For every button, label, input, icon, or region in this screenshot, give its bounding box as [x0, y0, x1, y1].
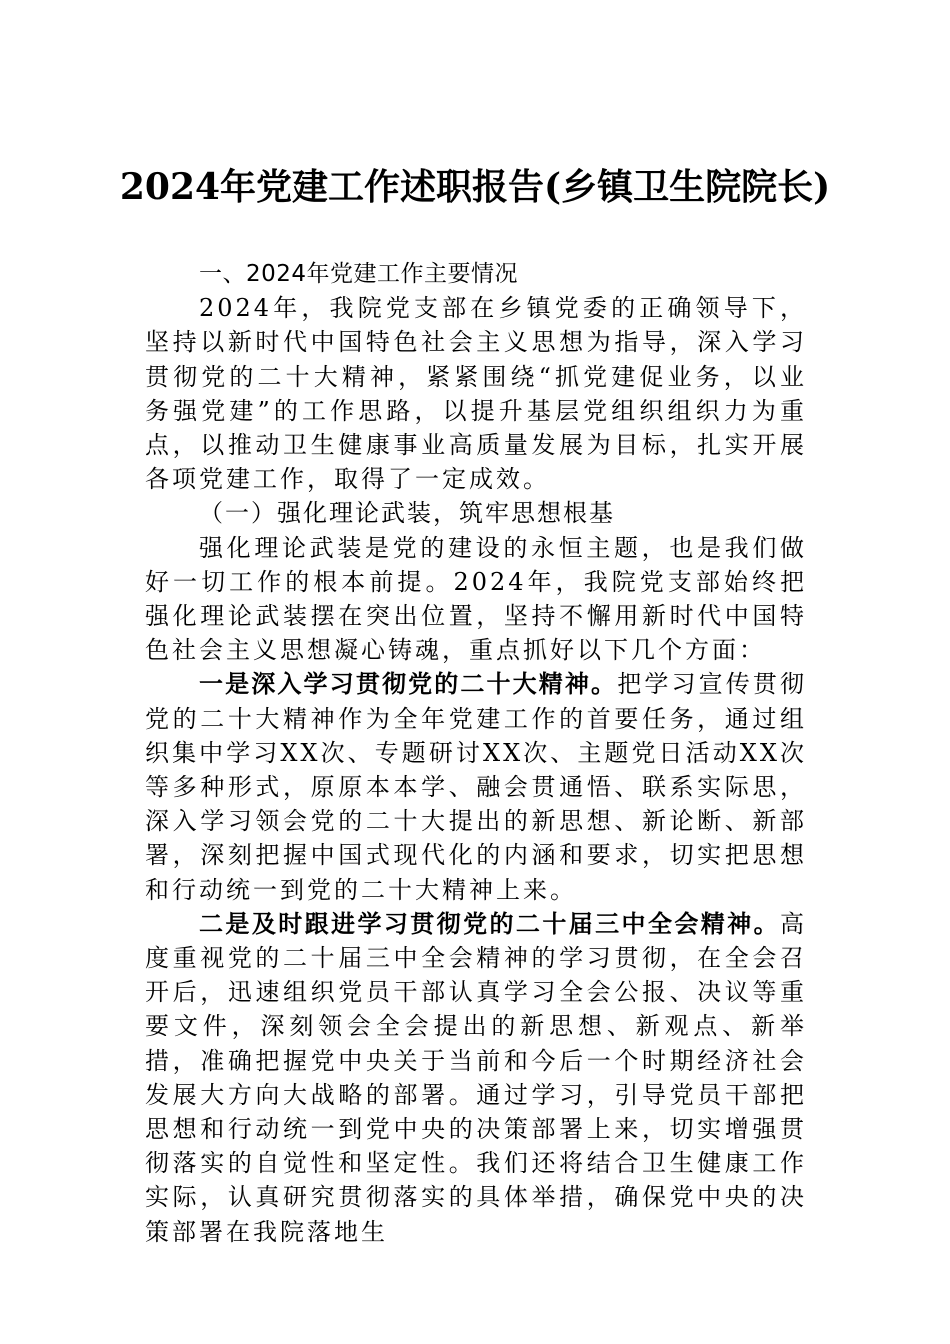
- point-one-lead: 一是深入学习贯彻党的二十大精神。: [199, 670, 618, 699]
- paragraph-intro: 2024年，我院党支部在乡镇党委的正确领导下，坚持以新时代中国特色社会主义思想为指导，深入学习贯彻党的二十大精神，紧紧围绕“抓党建促业务，以业务强党建”的工作思路，以提升基层党组织组织力为重点，以推动卫生健康事业高质量发展为目标，扎实开展各项党建工作，取得了一定成效。: [145, 294, 807, 494]
- point-two-text: 高度重视党的二十届三中全会精神的学习贯彻，在全会召开后，迅速组织党员干部认真学习全会公报、决议等重要文件，深刻领会全会提出的新思想、新观点、新举措，准确把握党中央关于当前和今后一个时期经济社会发展大方向大战略的部署。通过学习，引导党员干部把思想和行动统一到党中央的决策部署上来，切实增强贯彻落实的自觉性和坚定性。我们还将结合卫生健康工作实际，认真研究贯彻落实的具体举措，确保党中央的决策部署在我院落地生: [145, 909, 807, 1246]
- section-heading: 一、2024年党建工作主要情况: [199, 261, 519, 287]
- paragraph-theory: 强化理论武装是党的建设的永恒主题，也是我们做好一切工作的根本前提。2024年，我院党支部始终把强化理论武装摆在突出位置，坚持不懈用新时代中国特色社会主义思想凝心铸魂，重点抓好以下几个方面：: [145, 533, 807, 665]
- point-two-lead: 二是及时跟进学习贯彻党的二十届三中全会精神。: [199, 909, 780, 938]
- subsection-heading: （一）强化理论武装，筑牢思想根基: [199, 499, 615, 528]
- paragraph-point-one: [145, 667, 807, 906]
- document-title: 2024年党建工作述职报告(乡镇卫生院院长): [119, 166, 831, 208]
- point-one-text: 把学习宣传贯彻党的二十大精神作为全年党建工作的首要任务，通过组织集中学习XX次、专题研讨XX次、主题党日活动XX次等多种形式，原原本本学、融会贯通悟、联系实际思，深入学习领会党的二十大提出的新思想、新论断、新部署，深刻把握中国式现代化的内涵和要求，切实把思想和行动统一到党的二十大精神上来。: [145, 670, 808, 904]
- document-body: [145, 257, 807, 1249]
- paragraph-point-two: [145, 907, 807, 1249]
